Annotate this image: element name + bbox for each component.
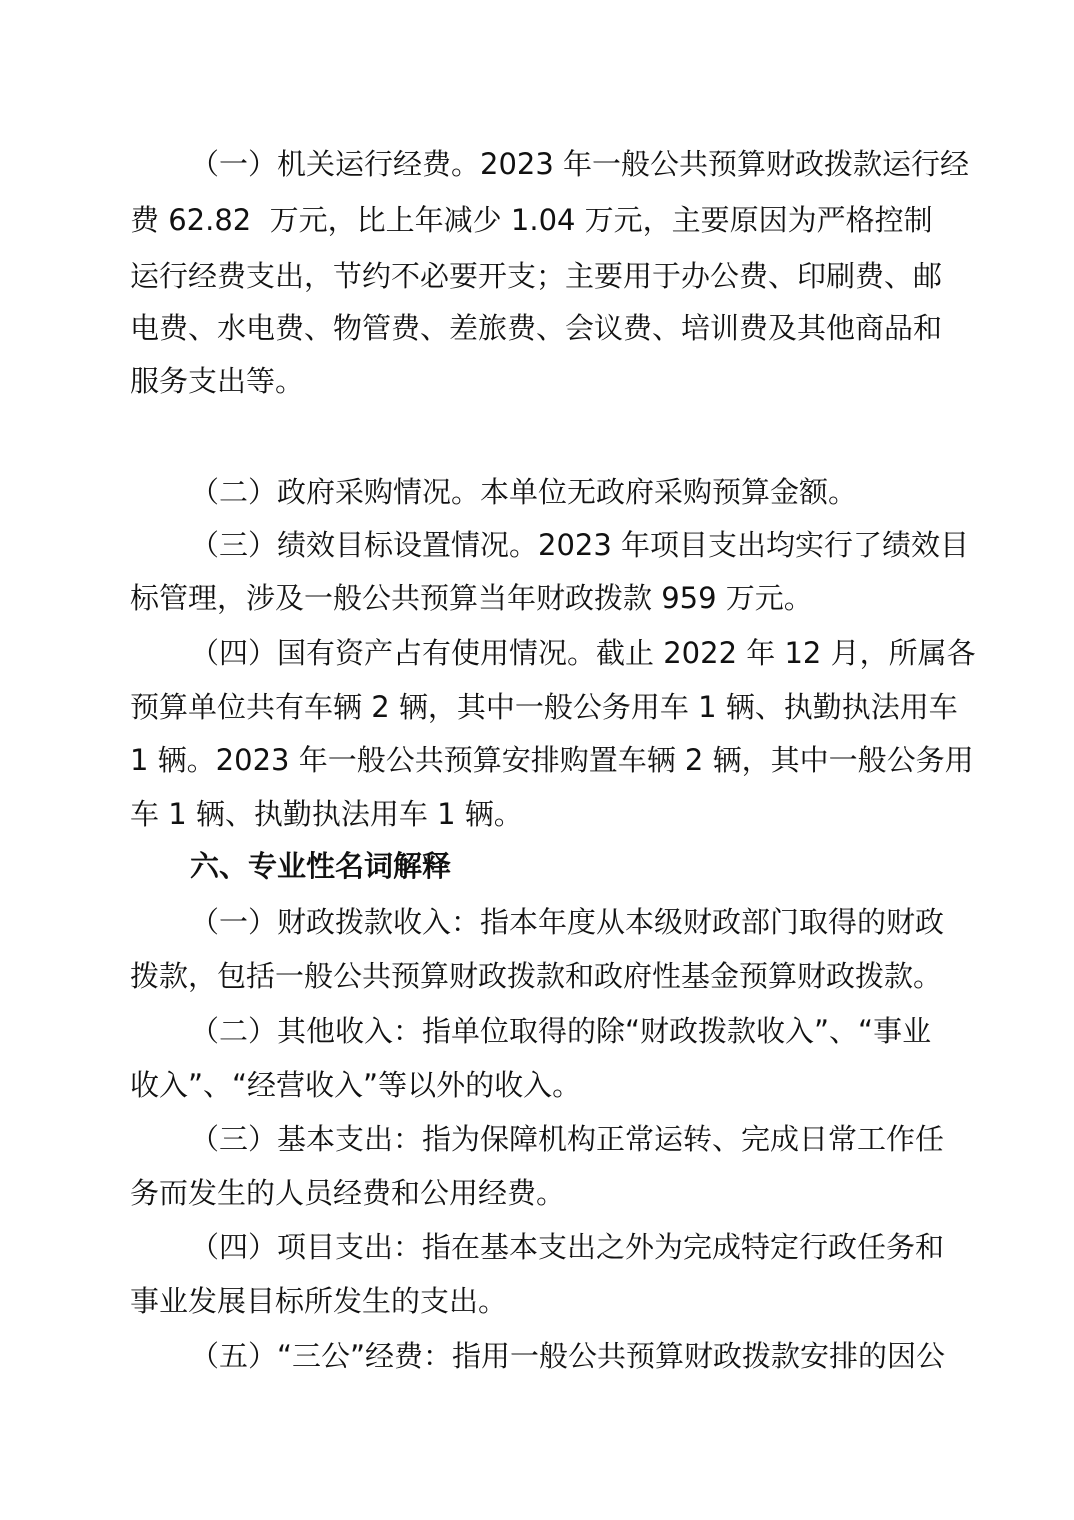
paragraph-line: （三）绩效目标设置情况。2023 年项目支出均实行了绩效目	[190, 528, 970, 562]
paragraph-line: （四）国有资产占有使用情况。截止 2022 年 12 月，所属各	[190, 636, 976, 670]
paragraph-line: （三）基本支出：指为保障机构正常运转、完成日常工作任	[190, 1122, 945, 1156]
paragraph-line: （四）项目支出：指在基本支出之外为完成特定行政任务和	[190, 1230, 945, 1264]
paragraph-line: 车 1 辆、执勤执法用车 1 辆。	[130, 797, 523, 831]
paragraph-line: 预算单位共有车辆 2 辆，其中一般公务用车 1 辆、执勤执法用车	[130, 690, 958, 724]
paragraph-line: （一）机关运行经费。2023 年一般公共预算财政拨款运行经	[190, 147, 970, 181]
paragraph-line: 运行经费支出，节约不必要开支；主要用于办公费、印刷费、邮	[130, 259, 943, 293]
paragraph-line: （二）其他收入：指单位取得的除“财政拨款收入”、“事业	[190, 1014, 932, 1048]
paragraph-line: 收入”、“经营收入”等以外的收入。	[130, 1068, 582, 1102]
paragraph-line: 1 辆。2023 年一般公共预算安排购置车辆 2 辆，其中一般公务用	[130, 743, 974, 777]
paragraph-line: （一）财政拨款收入：指本年度从本级财政部门取得的财政	[190, 905, 945, 939]
paragraph-line: （二）政府采购情况。本单位无政府采购预算金额。	[190, 475, 858, 509]
paragraph-line: 电费、水电费、物管费、差旅费、会议费、培训费及其他商品和	[130, 311, 943, 345]
paragraph-line: 拨款，包括一般公共预算财政拨款和政府性基金预算财政拨款。	[130, 959, 943, 993]
paragraph-line: 费 62.82 万元，比上年减少 1.04 万元，主要原因为严格控制	[130, 203, 933, 237]
paragraph-line: 事业发展目标所发生的支出。	[130, 1284, 508, 1318]
paragraph-line: 务而发生的人员经费和公用经费。	[130, 1176, 566, 1210]
paragraph-line: 标管理，涉及一般公共预算当年财政拨款 959 万元。	[130, 581, 813, 615]
section-heading: 六、专业性名词解释	[190, 849, 452, 883]
paragraph-line: （五）“三公”经费：指用一般公共预算财政拨款安排的因公	[190, 1339, 946, 1373]
paragraph-line: 服务支出等。	[130, 364, 305, 398]
